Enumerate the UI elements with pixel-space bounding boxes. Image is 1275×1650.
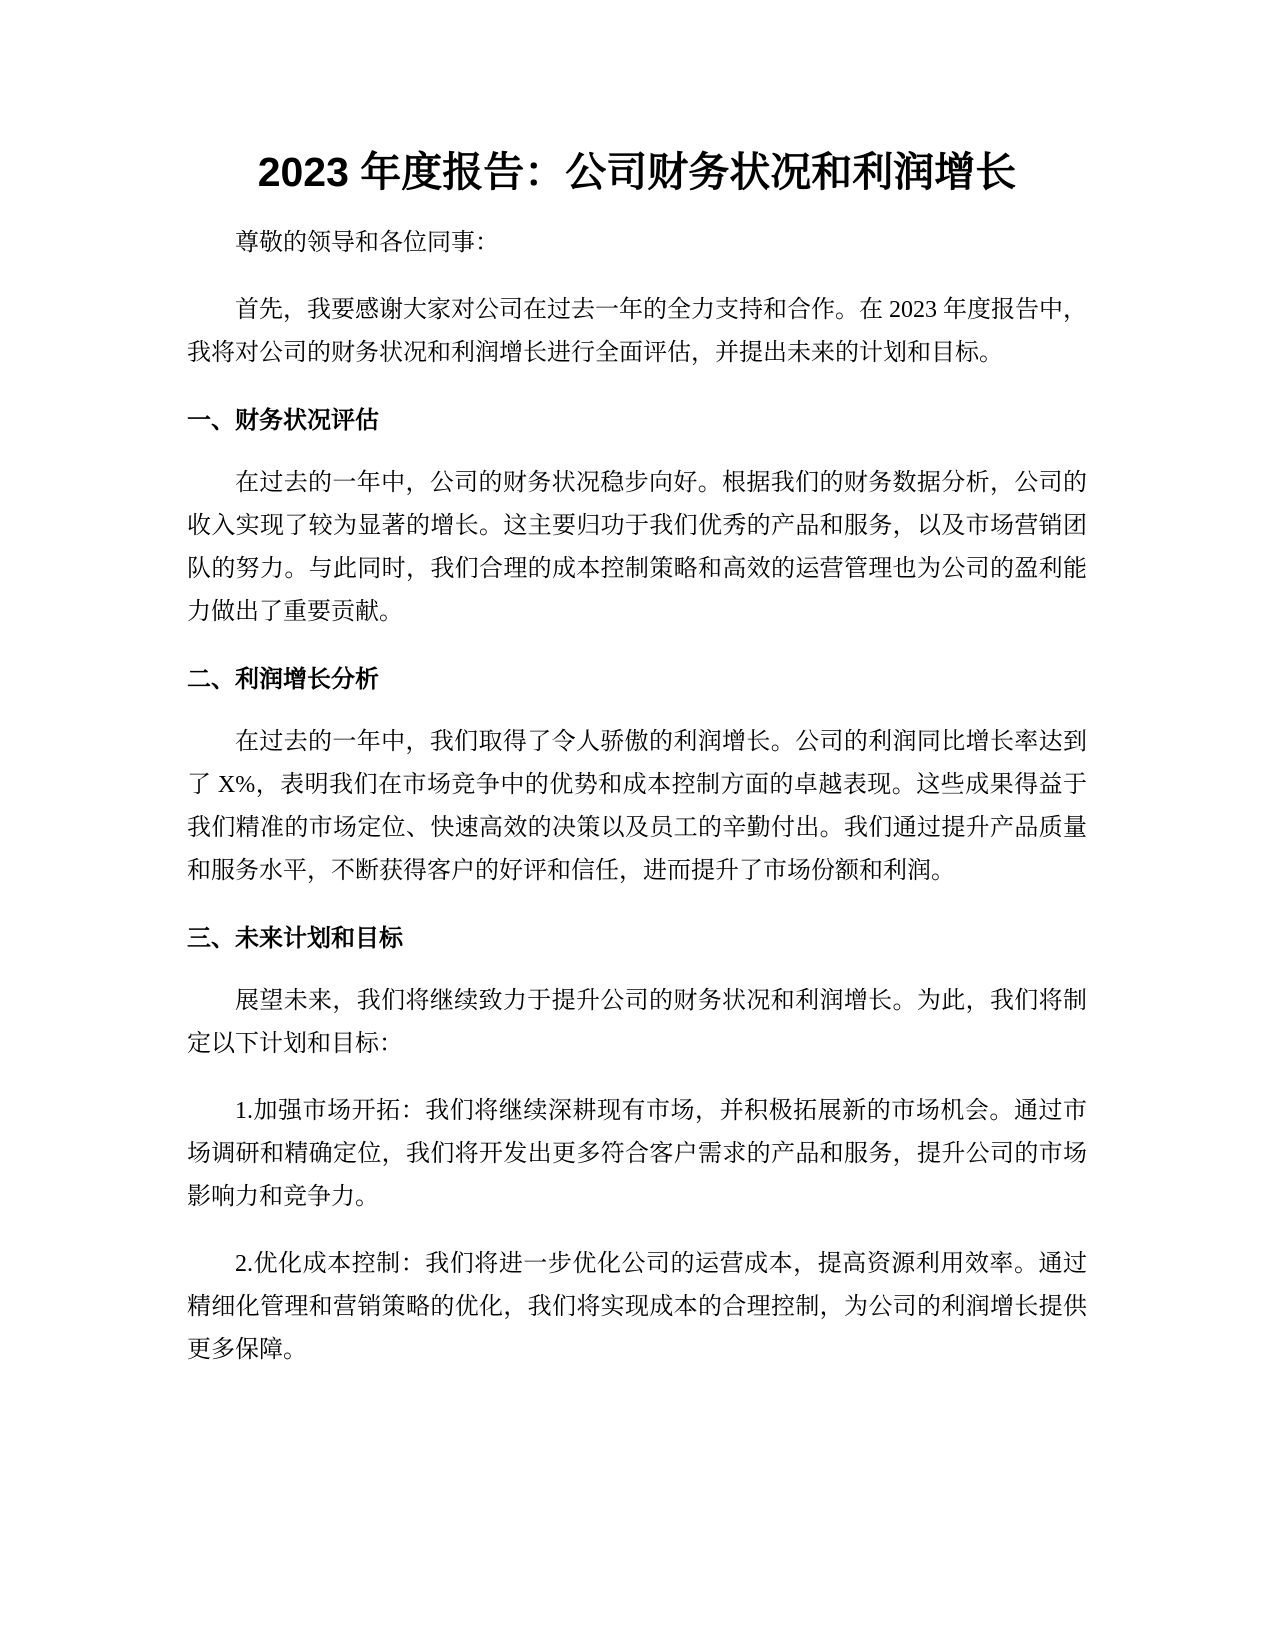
- section-heading-financial: 一、财务状况评估: [187, 407, 379, 434]
- section-body-future: 展望未来，我们将继续致力于提升公司的财务状况和利润增长。为此，我们将制定以下计划和目标：: [187, 988, 1087, 1057]
- intro-paragraph: 首先，我要感谢大家对公司在过去一年的全力支持和合作。在 2023 年度报告中，我将对公司的财务状况和利润增长进行全面评估，并提出未来的计划和目标。: [187, 297, 1087, 366]
- plan-item-market: 1.加强市场开拓：我们将继续深耕现有市场，并积极拓展新的市场机会。通过市场调研和精确定位，我们将开发出更多符合客户需求的产品和服务，提升公司的市场影响力和竞争力。: [187, 1098, 1087, 1210]
- section-heading-future: 三、未来计划和目标: [187, 925, 403, 952]
- plan-item-cost: 2.优化成本控制：我们将进一步优化公司的运营成本，提高资源利用效率。通过精细化管理和营销策略的优化，我们将实现成本的合理控制，为公司的利润增长提供更多保障。: [187, 1251, 1087, 1363]
- document-title: 2023 年度报告：公司财务状况和利润增长: [257, 149, 1017, 195]
- section-body-profit: 在过去的一年中，我们取得了令人骄傲的利润增长。公司的利润同比增长率达到了 X%，表明我们在市场竞争中的优势和成本控制方面的卓越表现。这些成果得益于我们精准的市场定位、快速高效的决策以及员工的辛勤付出。我们通过提升产品质量和服务水平，不断获得客户的好评和信任，进而提升了市场份额和利润。: [187, 729, 1087, 884]
- document-page: [187, 140, 1087, 1396]
- greeting-paragraph: 尊敬的领导和各位同事：: [235, 230, 499, 256]
- section-body-financial: 在过去的一年中，公司的财务状况稳步向好。根据我们的财务数据分析，公司的收入实现了较为显著的增长。这主要归功于我们优秀的产品和服务，以及市场营销团队的努力。与此同时，我们合理的成本控制策略和高效的运营管理也为公司的盈利能力做出了重要贡献。: [187, 470, 1087, 625]
- section-heading-profit: 二、利润增长分析: [187, 666, 379, 693]
